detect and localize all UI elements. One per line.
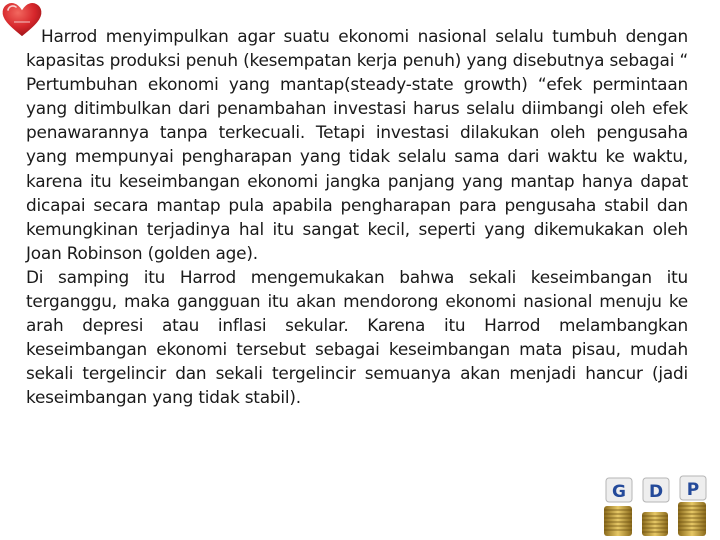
- paragraph-harrod-steady-state: Harrod menyimpulkan agar suatu ekonomi nasional selalu tumbuh dengan kapasitas produksi penuh (kesempatan kerja penuh) yang disebutnya sebagai “ Pertumbuhan ekonomi yang mantap(steady-state growth) “efek permintaan yang ditimbulkan dari penambahan investasi harus selalu diimbangi oleh efek penawarannya tanpa terkecuali. Tetapi investasi dilakukan oleh pengusaha yang mempunyai pengharapan yang tidak selalu sama dari waktu ke waktu, karena itu keseimbangan ekonomi jangka panjang yang mantap hanya dapat dicapai secara mantap pula apabila pengharapan para pengusaha stabil dan kemungkinan terjadinya hal itu sangat kecil, seperti yang dikemukakan oleh Joan Robinson (golden age).: [26, 26, 688, 263]
- main-text: [26, 24, 688, 410]
- gdp-coins-icon: [598, 472, 714, 538]
- gdp-letter-p: P: [686, 480, 700, 500]
- coin-stack-middle: [642, 512, 668, 536]
- gdp-letter-g: G: [612, 482, 626, 502]
- coin-stack-right: [678, 502, 706, 536]
- paragraph-harrod-knife-edge: Di samping itu Harrod mengemukakan bahwa sekali keseimbangan itu terganggu, maka gangguan itu akan mendorong ekonomi nasional menuju ke arah depresi atau inflasi sekular. Karena itu Harrod melambangkan keseimbangan ekonomi tersebut sebagai keseimbangan mata pisau, mudah sekali tergelincir dan sekali tergelincir semuanya akan menjadi hancur (jadi keseimbangan yang tidak stabil).: [26, 266, 688, 408]
- gdp-letter-tiles: [606, 476, 706, 502]
- coin-stack-left: [604, 506, 632, 536]
- gdp-letter-d: D: [648, 482, 664, 502]
